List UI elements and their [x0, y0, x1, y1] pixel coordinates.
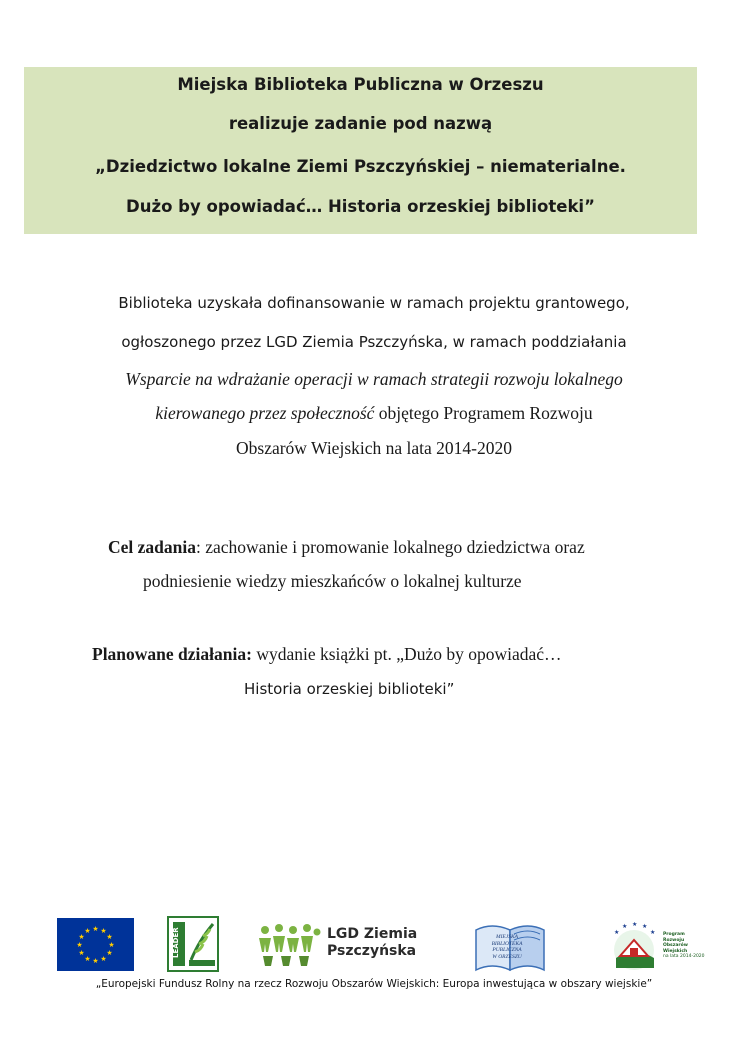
svg-text:★: ★ [622, 923, 628, 930]
planned-label: Planowane działania: [92, 644, 252, 664]
planned-line-2: Historia orzeskiej biblioteki” [244, 680, 455, 698]
library-logo-line3: PUBLICZNA [492, 947, 522, 953]
sponsor-logos [0, 912, 748, 974]
planned-text-1: wydanie książki pt. „Dużo by opowiadać… [251, 644, 562, 664]
title-banner [24, 67, 697, 234]
svg-text:★: ★ [92, 925, 99, 933]
lgd-logo-line1: LGD Ziemia [327, 926, 418, 942]
prow-logo-line1: Program [663, 932, 685, 937]
goal-line-2: podniesienie wiedzy mieszkańców o lokalnej kulturze [143, 571, 522, 591]
intro-line-4-italic: kierowanego przez społeczność [155, 403, 375, 423]
svg-text:★: ★ [76, 941, 83, 949]
svg-text:★: ★ [650, 929, 656, 936]
library-name: Miejska Biblioteka Publiczna w Orzeszu [177, 75, 544, 94]
goal-label: Cel zadania [108, 537, 196, 557]
svg-text:★: ★ [84, 955, 91, 963]
task-title-line1: „Dziedzictwo lokalne Ziemi Pszczyńskiej – niematerialne. [95, 157, 626, 176]
intro-line-5: Obszarów Wiejskich na lata 2014-2020 [236, 438, 512, 458]
svg-text:★: ★ [106, 933, 113, 941]
prow-emblem-icon [610, 922, 662, 972]
intro-line-3: Wsparcie na wdrażanie operacji w ramach strategii rozwoju lokalnego [125, 369, 623, 389]
task-title-line2: Dużo by opowiadać… Historia orzeskiej biblioteki” [126, 197, 595, 216]
goal-text-1: : zachowanie i promowanie lokalnego dziedzictwa oraz [196, 537, 585, 557]
goal-line-1 [108, 537, 585, 558]
intro-line-4 [0, 403, 748, 424]
task-intro: realizuje zadanie pod nazwą [228, 114, 493, 133]
intro-line-2: ogłoszonego przez LGD Ziemia Pszczyńska, w ramach poddziałania [121, 333, 627, 351]
leader-logo-text: LEADER [172, 927, 180, 958]
lgd-people-icon [257, 922, 323, 968]
svg-text:★: ★ [614, 929, 620, 936]
eu-flag-icon [57, 918, 134, 971]
prow-logo-line5: na lata 2014-2020 [663, 954, 705, 959]
svg-text:★: ★ [84, 927, 91, 935]
svg-text:★: ★ [92, 957, 99, 965]
svg-text:★: ★ [642, 923, 648, 930]
prow-logo-line2: Rozwoju [663, 937, 685, 943]
svg-text:★: ★ [100, 927, 107, 935]
svg-text:★: ★ [106, 949, 113, 957]
planned-line-1 [92, 644, 562, 665]
prow-logo-line4: Wiejskich [663, 948, 688, 954]
svg-text:★: ★ [108, 941, 115, 949]
intro-line-1: Biblioteka uzyskała dofinansowanie w ramach projektu grantowego, [118, 294, 630, 312]
library-logo-text [478, 934, 536, 960]
prow-logo-line3: Obszarów [663, 943, 688, 948]
svg-text:★: ★ [78, 949, 85, 957]
svg-text:★: ★ [632, 922, 638, 928]
svg-text:★: ★ [78, 933, 85, 941]
prow-logo-text [663, 932, 705, 960]
library-logo-line1: MIEJSKA [496, 934, 518, 940]
intro-line-4-rest: objętego Programem Rozwoju [374, 403, 593, 423]
library-logo-line4: W ORZESZU [492, 953, 522, 960]
library-logo-line2: BIBLIOTEKA [491, 940, 523, 947]
lgd-logo-line2: Pszczyńska [327, 943, 417, 959]
svg-text:★: ★ [100, 955, 107, 963]
lgd-logo-text [327, 926, 417, 960]
footer-caption: „Europejski Fundusz Rolny na rzecz Rozwoju Obszarów Wiejskich: Europa inwestująca w obszary wiejskie” [95, 978, 653, 990]
